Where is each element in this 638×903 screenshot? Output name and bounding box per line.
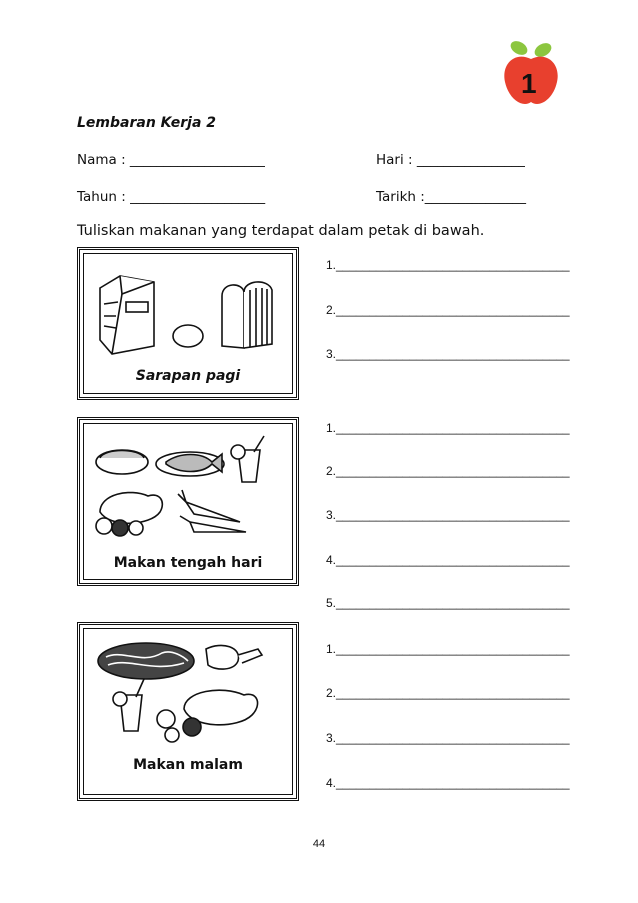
dinner-picture-box <box>77 622 299 801</box>
chicken-drumstick-icon <box>206 645 262 669</box>
answer-line-dinner-4[interactable]: 4.___________________________________ <box>326 776 570 790</box>
answer-line-lunch-2[interactable]: 2.___________________________________ <box>326 464 570 478</box>
tarikh-field[interactable]: Tarikh :_______________ <box>376 189 527 205</box>
drink-glass-icon <box>231 436 264 482</box>
breakfast-caption: Sarapan pagi <box>135 368 241 384</box>
answer-line-lunch-4[interactable]: 4.___________________________________ <box>326 553 570 567</box>
answer-line-breakfast-3[interactable]: 3.___________________________________ <box>326 347 570 361</box>
answer-line-dinner-1[interactable]: 1.___________________________________ <box>326 642 570 656</box>
answer-line-breakfast-1[interactable]: 1.___________________________________ <box>326 258 570 272</box>
chicken-vegetables-icon <box>96 493 162 536</box>
tahun-field[interactable]: Tahun : ____________________ <box>77 189 266 205</box>
worksheet-title: Lembaran Kerja 2 <box>77 115 217 131</box>
answer-line-lunch-3[interactable]: 3.___________________________________ <box>326 508 570 522</box>
answer-line-lunch-5[interactable]: 5.___________________________________ <box>326 596 570 610</box>
leaf-icon <box>508 38 530 57</box>
breakfast-picture-box <box>77 247 299 400</box>
lunch-picture-box <box>77 417 299 586</box>
egg-icon <box>173 325 203 347</box>
instruction-text: Tuliskan makanan yang terdapat dalam petak di bawah. <box>77 223 485 239</box>
fish-plate-icon <box>156 452 224 476</box>
nama-field[interactable]: Nama : ____________________ <box>77 152 265 168</box>
rice-plate-icon <box>96 450 148 474</box>
milk-carton-icon <box>100 276 154 354</box>
answer-line-lunch-1[interactable]: 1.___________________________________ <box>326 421 570 435</box>
badge-number: 1 <box>521 68 537 99</box>
page-number: 44 <box>312 838 326 850</box>
drink-glass-icon <box>113 679 144 731</box>
answer-line-dinner-3[interactable]: 3.___________________________________ <box>326 731 570 745</box>
answer-line-dinner-2[interactable]: 2.___________________________________ <box>326 686 570 700</box>
chicken-vegetables-icon <box>157 690 258 742</box>
bread-icon <box>222 282 272 348</box>
noodle-plate-icon <box>98 643 194 679</box>
answer-line-breakfast-2[interactable]: 2.___________________________________ <box>326 303 570 317</box>
carrot-icon <box>178 490 246 532</box>
hari-field[interactable]: Hari : ________________ <box>376 152 525 168</box>
lunch-caption: Makan tengah hari <box>113 555 263 571</box>
dinner-caption: Makan malam <box>133 757 243 773</box>
